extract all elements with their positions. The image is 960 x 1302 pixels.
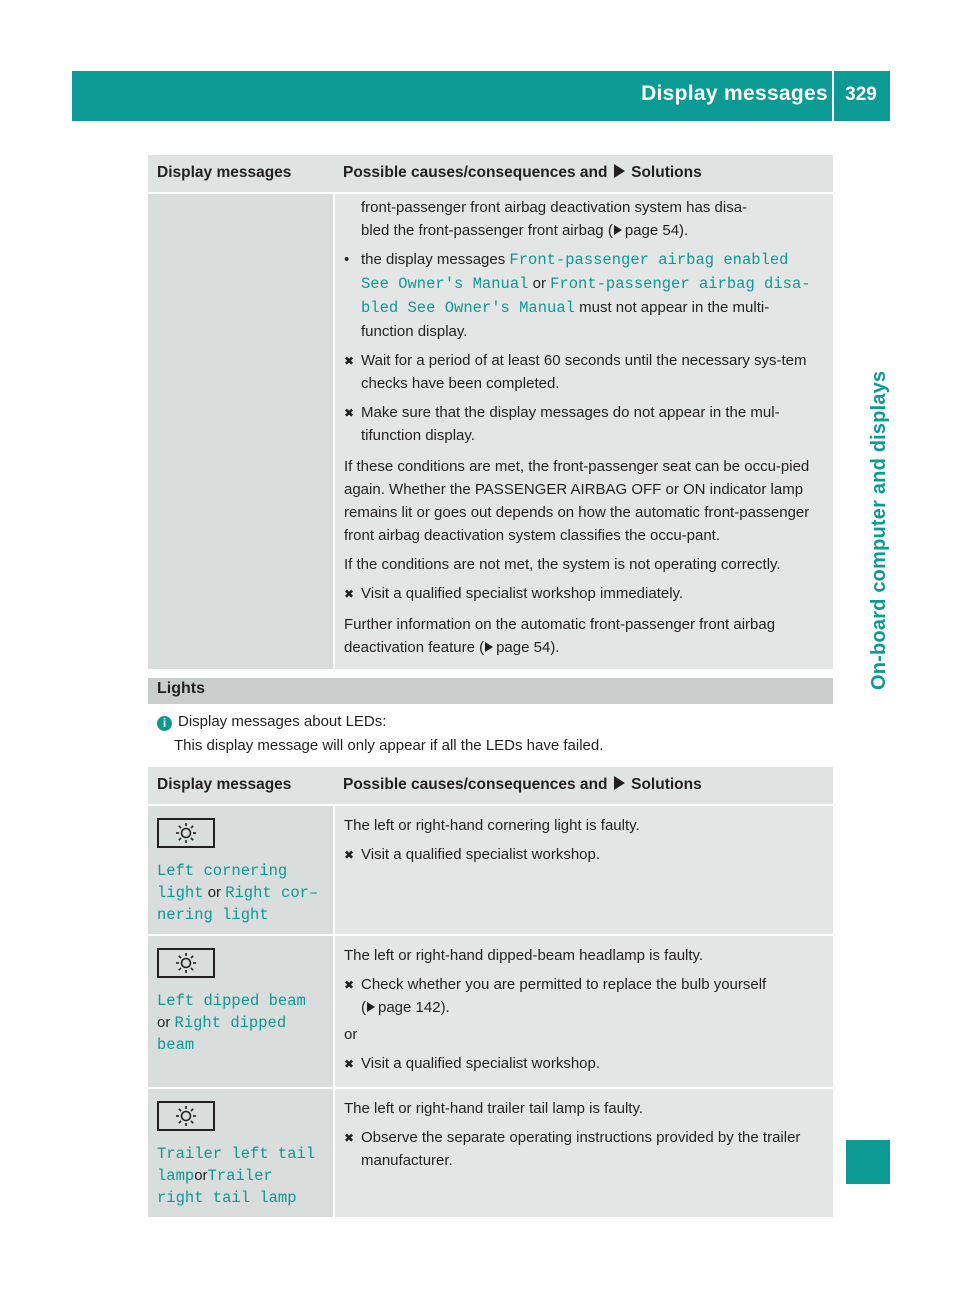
- page-number: 329: [845, 84, 877, 105]
- page-ref-icon: [485, 642, 493, 652]
- display-message-code: Right dipped: [174, 1014, 287, 1032]
- page-ref-icon: [367, 1002, 375, 1012]
- step-item: ✖ Check whether you are permitted to replace the bulb yourself ( page 142).: [344, 973, 825, 1019]
- display-message-code: Front-passenger airbag disa-: [550, 275, 811, 293]
- info-text: Display messages about LEDs:: [178, 713, 387, 730]
- column-header-messages: Display messages: [148, 155, 334, 193]
- solution-cell: [334, 935, 833, 1088]
- step-text: Make sure that the display messages do not appear in the mul-tifunction display.: [361, 404, 780, 444]
- info-icon: i: [157, 716, 172, 731]
- chapter-marker: [846, 1140, 890, 1184]
- bullet-text: must not appear in the multi-: [579, 299, 770, 316]
- paragraph: If these conditions are met, the front-passenger seat can be occu-pied again. Whether the PASSENGER AIRBAG OFF or ON indicator lamp remains lit or goes out depends on how the automatic front-passenger front airbag deactivation system classifies the occu-pant.: [344, 458, 810, 544]
- paragraph-text: Further information on the automatic front-passenger front airbag deactivation feature (: [344, 616, 776, 656]
- column-header-suffix: Solutions: [631, 776, 702, 793]
- step-arrow-icon: ✖: [344, 1057, 355, 1071]
- or-text: or: [207, 884, 222, 901]
- section-heading-lights: Lights: [157, 680, 205, 697]
- or-text: or: [157, 1014, 171, 1031]
- display-message-code: See Owner's Manual: [361, 275, 529, 293]
- page-reference: page 54).: [496, 639, 560, 656]
- solution-cell: [334, 1088, 833, 1218]
- or-line: or: [344, 1026, 358, 1043]
- or-text: or: [194, 1167, 208, 1184]
- display-messages-table-continued: [148, 155, 833, 669]
- step-text: Visit a qualified specialist workshop.: [361, 1055, 601, 1072]
- step-item: [344, 1126, 825, 1172]
- page-section-title: Display messages: [641, 82, 828, 105]
- header-divider: [832, 71, 834, 121]
- bullet-icon: •: [344, 251, 350, 268]
- step-arrow-icon: ✖: [344, 354, 355, 368]
- bullet-text: function display.: [361, 323, 468, 340]
- step-item: [344, 582, 825, 605]
- step-item: [344, 843, 825, 866]
- play-arrow-icon: [614, 776, 625, 790]
- display-message-code: light: [157, 884, 204, 902]
- display-message-code: Left dipped beam: [157, 992, 306, 1010]
- display-message-code: bled See Owner's Manual: [361, 299, 575, 317]
- lamp-warning-icon: [157, 1101, 215, 1131]
- step-text: Observe the separate operating instructions provided by the trailer manufacturer.: [361, 1129, 801, 1169]
- step-item: [344, 1052, 825, 1075]
- display-message-code: lamp: [157, 1167, 195, 1185]
- display-message-code: beam: [157, 1036, 195, 1054]
- display-message-code: Trailer left tail: [157, 1145, 316, 1163]
- step-arrow-icon: ✖: [344, 1131, 355, 1145]
- solution-cell: [334, 193, 833, 669]
- text-line: bled the front-passenger front airbag (: [361, 222, 613, 239]
- step-text: Visit a qualified specialist workshop.: [361, 846, 601, 863]
- section-heading-bar: [148, 678, 833, 704]
- column-header-solutions: [334, 155, 833, 193]
- info-note: [157, 713, 386, 731]
- text-line: front-passenger front airbag deactivation system has disa-: [361, 199, 748, 216]
- step-item: [344, 401, 825, 447]
- paragraph: If the conditions are not met, the system is not operating correctly.: [344, 556, 781, 573]
- lamp-warning-icon: [157, 818, 215, 848]
- lights-messages-table: [148, 767, 833, 1219]
- message-cell: [148, 805, 334, 935]
- step-text: Visit a qualified specialist workshop immediately.: [361, 585, 684, 602]
- column-header-prefix: Possible causes/consequences and: [343, 164, 608, 181]
- step-arrow-icon: ✖: [344, 587, 355, 601]
- page-ref-icon: [614, 225, 622, 235]
- bullet-text: the display messages: [361, 251, 506, 268]
- column-header-prefix: Possible causes/consequences and: [343, 776, 608, 793]
- message-cell: [148, 1088, 334, 1218]
- step-item: [344, 349, 825, 395]
- bullet-item: [344, 248, 825, 343]
- display-message-code: right tail lamp: [157, 1189, 297, 1207]
- column-header-solutions: [334, 767, 833, 805]
- display-message-code: Trailer: [207, 1167, 273, 1185]
- or-text: or: [532, 275, 546, 292]
- column-header-messages: Display messages: [148, 767, 334, 805]
- cause-text: The left or right-hand dipped-beam headlamp is faulty.: [344, 947, 704, 964]
- cause-text: The left or right-hand cornering light is faulty.: [344, 817, 640, 834]
- cause-text: The left or right-hand trailer tail lamp is faulty.: [344, 1100, 644, 1117]
- chapter-side-tab: On-board computer and displays: [868, 370, 890, 690]
- step-arrow-icon: ✖: [344, 978, 355, 992]
- play-arrow-icon: [614, 164, 625, 178]
- paragraph: [344, 613, 825, 659]
- display-message-code: nering light: [157, 906, 269, 924]
- step-arrow-icon: ✖: [344, 848, 355, 862]
- display-message-code: Left cornering: [157, 862, 288, 880]
- lamp-warning-icon: [157, 948, 215, 978]
- solution-cell: [334, 805, 833, 935]
- message-cell-empty: [148, 193, 334, 669]
- page-reference: page 142).: [378, 999, 450, 1016]
- info-text-2: This display message will only appear if all the LEDs have failed.: [174, 737, 604, 754]
- step-text: Wait for a period of at least 60 seconds until the necessary sys-tem checks have been completed.: [361, 352, 807, 392]
- step-arrow-icon: ✖: [344, 406, 355, 420]
- display-message-code: Front-passenger airbag enabled: [509, 251, 789, 269]
- page-reference: page 54).: [624, 222, 689, 239]
- step-text: Check whether you are permitted to replace the bulb yourself: [361, 976, 767, 993]
- message-cell: [148, 935, 334, 1088]
- display-message-code: Right cor–: [225, 884, 319, 902]
- column-header-suffix: Solutions: [631, 164, 702, 181]
